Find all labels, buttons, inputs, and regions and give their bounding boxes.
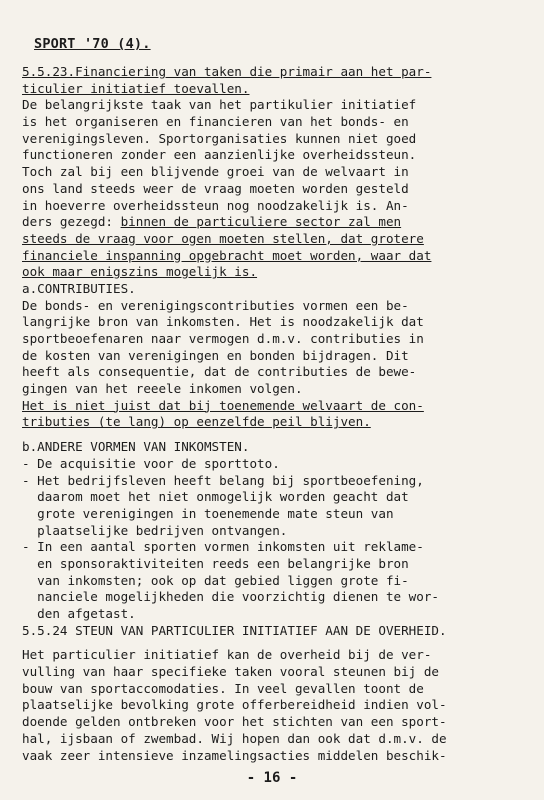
paragraph-line — [22, 214, 522, 231]
paragraph-line: Toch zal bij een blijvende groei van de welvaart in — [22, 164, 409, 180]
emphasis-prefix: ders gezegd: — [22, 214, 121, 230]
list-item-line: nanciele mogelijkheden die voorzichtig dienen te wor- — [22, 589, 440, 605]
spacer — [22, 431, 522, 439]
list-item-line: van inkomsten; ook op dat gebied liggen grote fi- — [22, 572, 409, 588]
paragraph-line: langrijke bron van inkomsten. Het is noodzakelijk dat — [22, 314, 424, 330]
paragraph-line: de kosten van verenigingen en bonden bijdragen. Dit — [22, 347, 409, 363]
emphasis-line: Het is niet juist dat bij toenemende welvaart de con- — [22, 397, 424, 413]
paragraph-line: heeft als consequentie, dat de contributies de bewe- — [22, 364, 417, 380]
paragraph-line: vaak zeer intensieve inzamelingsacties middelen beschik- — [22, 747, 447, 763]
paragraph-line: bouw van sportaccomodaties. In veel gevallen toont de — [22, 680, 424, 696]
paragraph-line: vulling van haar specifieke taken vooral steunen bij de — [22, 664, 440, 680]
paragraph-line: sportbeoefenaren naar vermogen d.m.v. contributies in — [22, 331, 424, 346]
section-title-line: 5.5.23.Financiering van taken die primair aan het par- — [22, 64, 432, 79]
emphasis-line: financiele inspanning opgebracht moet worden, waar dat — [22, 247, 432, 263]
emphasis-text: binnen de particuliere sector zal men — [120, 214, 402, 230]
subsection-heading: a.CONTRIBUTIES. — [22, 280, 136, 296]
emphasis-line: tributies (te lang) op eenzelfde peil blijven. — [22, 414, 371, 430]
document-body — [22, 64, 522, 764]
list-item-line: en sponsoraktiviteiten reeds een belangrijke bron — [22, 555, 409, 571]
page-number: - 16 - — [246, 770, 298, 786]
paragraph-line: verenigingsleven. Sportorganisaties kunnen niet goed — [22, 130, 417, 146]
page-header: SPORT '70 (4). — [34, 36, 151, 52]
spacer — [22, 639, 522, 647]
paragraph-line: hal, ijsbaan of zwembad. Wij hopen dan ook dat d.m.v. de — [22, 730, 447, 746]
list-item-line: daarom moet het niet onmogelijk worden geacht dat — [22, 489, 409, 505]
emphasis-line: ook maar enigszins mogelijk is. — [22, 264, 258, 280]
paragraph-line: De bonds- en verenigingscontributies vormen een be- — [22, 297, 409, 313]
list-item-line: den afgetast. — [22, 606, 136, 621]
emphasis-line: steeds de vraag voor ogen moeten stellen, dat grotere — [22, 230, 424, 246]
paragraph-line: Het particulier initiatief kan de overheid bij de ver- — [22, 647, 432, 663]
paragraph-line: in hoeverre overheidssteun nog noodzakelijk is. An- — [22, 197, 409, 213]
paragraph-line: doende gelden ontbreken voor het stichten van een sport- — [22, 714, 447, 730]
section-title: 5.5.24 STEUN VAN PARTICULIER INITIATIEF AAN DE OVERHEID. — [22, 622, 447, 638]
paragraph-line: is het organiseren en financieren van het bonds- en — [22, 114, 409, 130]
list-item-line: - De acquisitie voor de sporttoto. — [22, 455, 280, 471]
paragraph-line: ons land steeds weer de vraag moeten worden gesteld — [22, 180, 409, 196]
list-item-line: - In een aantal sporten vormen inkomsten uit reklame- — [22, 539, 424, 555]
list-item-line: plaatselijke bedrijven ontvangen. — [22, 522, 288, 538]
section-title-line: ticulier initiatief toevallen. — [22, 80, 250, 96]
subsection-heading: b.ANDERE VORMEN VAN INKOMSTEN. — [22, 439, 250, 455]
list-item-line: grote verenigingen in toenemende mate steun van — [22, 505, 394, 521]
list-item-line: - Het bedrijfsleven heeft belang bij sportbeoefening, — [22, 472, 424, 488]
paragraph-line: De belangrijkste taak van het partikulier initiatief — [22, 97, 417, 113]
paragraph-line: functioneren zonder een aanzienlijke overheidssteun. — [22, 147, 417, 163]
paragraph-line: gingen van het reeele inkomen volgen. — [22, 381, 303, 397]
paragraph-line: plaatselijke bevolking grote offerbereidheid indien vol- — [22, 697, 447, 713]
